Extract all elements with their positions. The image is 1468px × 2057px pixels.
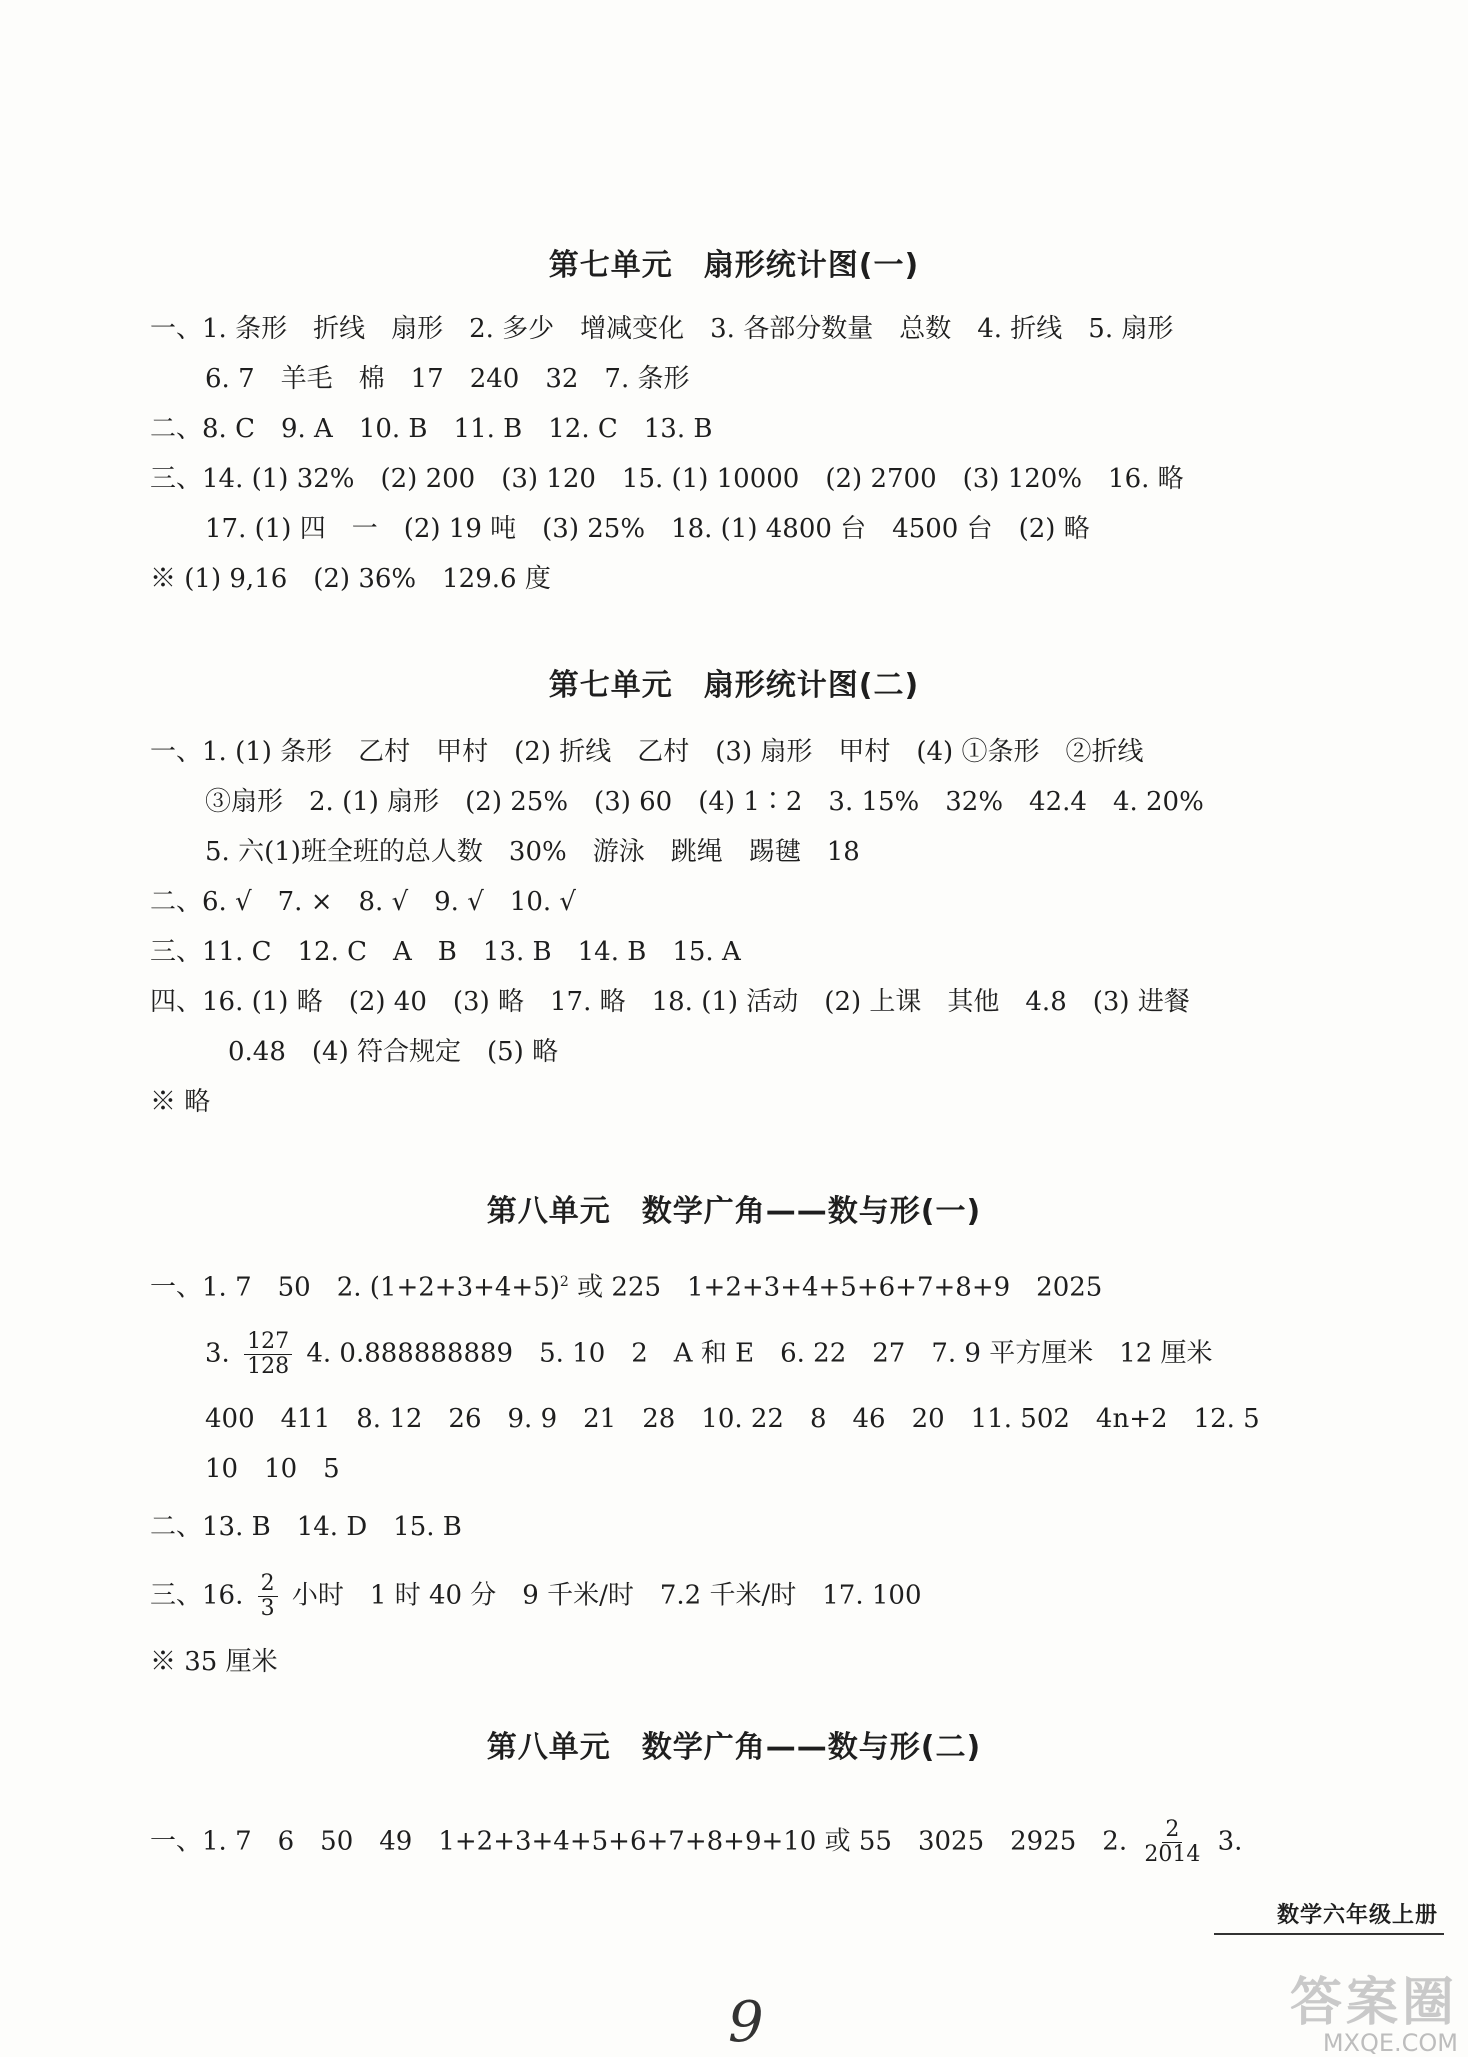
fraction-denominator: 128 — [247, 1354, 290, 1379]
answer-text: 一、1. 7 6 50 49 1+2+3+4+5+6+7+8+9+10 或 55 3025 2925 2. — [150, 1826, 1128, 1857]
answer-line: 一、1. (1) 条形 乙村 甲村 (2) 折线 乙村 (3) 扇形 甲村 (4) ①条形 ②折线 — [150, 737, 1144, 767]
answer-line: 二、13. B 14. D 15. B — [150, 1512, 462, 1542]
answer-line: 0.48 (4) 符合规定 (5) 略 — [228, 1037, 559, 1067]
answer-line: ※ 略 — [150, 1087, 211, 1117]
answer-text: 一、1. 7 50 2. (1+2+3+4+5) — [150, 1272, 560, 1303]
answer-line: 二、8. C 9. A 10. B 11. B 12. C 13. B — [150, 414, 713, 444]
fraction-numerator: 2 — [258, 1572, 278, 1597]
answer-text: 或 225 1+2+3+4+5+6+7+8+9 2025 — [577, 1272, 1103, 1303]
watermark — [1290, 1960, 1458, 2057]
answer-text: 3. — [1217, 1826, 1243, 1857]
answer-line: ③扇形 2. (1) 扇形 (2) 25% (3) 60 (4) 1∶2 3. 15% 32% 42.4 4. 20% — [205, 787, 1204, 817]
answer-line: 二、6. √ 7. × 8. √ 9. √ 10. √ — [150, 887, 576, 917]
fraction-2-3 — [258, 1572, 278, 1621]
fraction-127-128 — [244, 1330, 292, 1379]
answer-line: 10 10 5 — [205, 1454, 340, 1484]
answer-line — [150, 1265, 1102, 1305]
fraction-numerator: 127 — [244, 1330, 292, 1355]
answer-line — [150, 1572, 922, 1621]
footer-divider — [1214, 1933, 1444, 1935]
answer-text: 三、16. — [150, 1580, 244, 1611]
watermark-url: MXQE.COM — [1322, 2029, 1458, 2057]
fraction-numerator: 2 — [1162, 1818, 1182, 1843]
answer-line: ※ 35 厘米 — [150, 1647, 278, 1677]
fraction-2-2014 — [1141, 1818, 1203, 1867]
section-title-unit7-part2: 第七单元 扇形统计图(二) — [548, 668, 920, 703]
exponent: 2 — [559, 1274, 569, 1290]
section-title-unit8-part2: 第八单元 数学广角——数与形(二) — [486, 1730, 982, 1765]
watermark-brand: 答案圈 — [1289, 1973, 1458, 2033]
answer-line: 四、16. (1) 略 (2) 40 (3) 略 17. 略 18. (1) 活动 (2) 上课 其他 4.8 (3) 进餐 — [150, 987, 1190, 1017]
answer-line: 17. (1) 四 一 (2) 19 吨 (3) 25% 18. (1) 4800 台 4500 台 (2) 略 — [205, 514, 1090, 544]
answer-line: 一、1. 条形 折线 扇形 2. 多少 增减变化 3. 各部分数量 总数 4. 折线 5. 扇形 — [150, 314, 1174, 344]
answer-text: 3. — [205, 1338, 230, 1369]
handwritten-page-number: 9 — [728, 1990, 764, 2055]
answer-line: 6. 7 羊毛 棉 17 240 32 7. 条形 — [205, 364, 690, 394]
answer-line: 5. 六(1)班全班的总人数 30% 游泳 跳绳 踢毽 18 — [205, 837, 860, 867]
fraction-denominator: 3 — [260, 1596, 275, 1621]
answer-line — [150, 1818, 1242, 1867]
answer-text: 4. 0.888888889 5. 10 2 A 和 E 6. 22 27 7. 9 平方厘米 12 厘米 — [306, 1338, 1213, 1369]
section-title-unit8-part1: 第八单元 数学广角——数与形(一) — [486, 1194, 982, 1229]
answer-line: 400 411 8. 12 26 9. 9 21 28 10. 22 8 46 20 11. 502 4n+2 12. 5 — [205, 1404, 1260, 1434]
answer-text: 小时 1 时 40 分 9 千米/时 7.2 千米/时 17. 100 — [291, 1580, 922, 1611]
answer-line — [205, 1330, 1213, 1379]
answer-line: 三、11. C 12. C A B 13. B 14. B 15. A — [150, 937, 741, 967]
answer-line: 三、14. (1) 32% (2) 200 (3) 120 15. (1) 10000 (2) 2700 (3) 120% 16. 略 — [150, 464, 1184, 494]
answer-line: ※ (1) 9,16 (2) 36% 129.6 度 — [150, 564, 551, 594]
fraction-denominator: 2014 — [1144, 1842, 1201, 1867]
section-title-unit7-part1: 第七单元 扇形统计图(一) — [548, 248, 920, 283]
book-title: 数学六年级上册 — [1276, 1903, 1438, 1928]
